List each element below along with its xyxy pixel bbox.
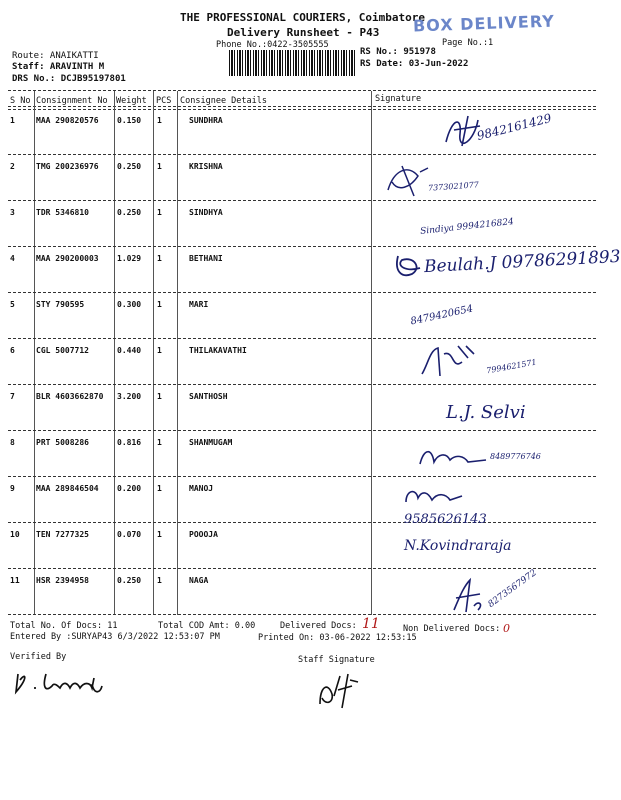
staff-signature bbox=[312, 668, 360, 712]
signature-note: 8273567972 bbox=[486, 568, 539, 610]
row-consignment: PRT 5008286 bbox=[36, 438, 89, 447]
drs-number: DRS No.: DCJB95197801 bbox=[12, 74, 126, 84]
row-sno: 9 bbox=[10, 484, 15, 493]
row-rule bbox=[8, 430, 596, 431]
row-consignment: MAA 290820576 bbox=[36, 116, 99, 125]
verified-signature bbox=[12, 668, 108, 698]
route-label: Route: ANAIKATTI bbox=[12, 51, 99, 61]
col-divider bbox=[34, 91, 35, 615]
row-rule bbox=[8, 476, 596, 477]
row-rule bbox=[8, 200, 596, 201]
signature-note: 7373021077 bbox=[427, 180, 480, 193]
signature-note: 7994621571 bbox=[485, 357, 538, 376]
row-consignee: MANOJ bbox=[189, 484, 214, 493]
signature-note: 9842161429 bbox=[475, 110, 553, 144]
col-header-signature: Signature bbox=[375, 94, 422, 104]
row-pcs: 1 bbox=[157, 162, 162, 171]
non-delivered-docs-label: Non Delivered Docs: bbox=[403, 624, 501, 634]
signature-note: Sindiya 9994216824 bbox=[419, 217, 515, 237]
row-weight: 0.250 bbox=[117, 208, 142, 217]
row-sno: 1 bbox=[10, 116, 15, 125]
row-pcs: 1 bbox=[157, 530, 162, 539]
row-consignee: KRISHNA bbox=[189, 162, 223, 171]
staff-label: Staff: ARAVINTH M bbox=[12, 62, 105, 72]
signature-note: 8479420654 bbox=[409, 303, 475, 328]
row-consignment: TMG 200236976 bbox=[36, 162, 99, 171]
row-weight: 0.300 bbox=[117, 300, 142, 309]
row-consignment: TDR 5346810 bbox=[36, 208, 89, 217]
row-weight: 0.150 bbox=[117, 116, 142, 125]
signature-scribble bbox=[392, 252, 424, 280]
row-weight: 0.250 bbox=[117, 162, 142, 171]
row-sno: 4 bbox=[10, 254, 15, 263]
row-rule bbox=[8, 522, 596, 523]
row-pcs: 1 bbox=[157, 438, 162, 447]
row-consignee: POOOJA bbox=[189, 530, 218, 539]
rs-date: RS Date: 03-Jun-2022 bbox=[360, 59, 469, 69]
row-sno: 6 bbox=[10, 346, 15, 355]
runsheet-title: Delivery Runsheet - P43 bbox=[227, 26, 380, 39]
row-sno: 5 bbox=[10, 300, 15, 309]
col-header-sno: S No bbox=[10, 96, 31, 106]
row-rule bbox=[8, 246, 596, 247]
signature-note: N.Kovindraraja bbox=[404, 538, 512, 554]
barcode bbox=[229, 50, 357, 76]
row-weight: 3.200 bbox=[117, 392, 142, 401]
col-divider bbox=[177, 91, 178, 615]
row-consignment: STY 790595 bbox=[36, 300, 85, 309]
col-divider bbox=[153, 91, 154, 615]
row-sno: 7 bbox=[10, 392, 15, 401]
signature-scribble bbox=[402, 486, 464, 508]
row-consignee: NAGA bbox=[189, 576, 209, 585]
row-rule bbox=[8, 614, 596, 615]
non-delivered-docs-value: 0 bbox=[503, 622, 510, 635]
table-top-rule bbox=[8, 90, 596, 91]
header-bottom-rule bbox=[8, 106, 596, 107]
delivered-docs-label: Delivered Docs: bbox=[280, 621, 357, 631]
row-sno: 11 bbox=[10, 576, 20, 585]
row-weight: 1.029 bbox=[117, 254, 142, 263]
row-consignment: MAA 289846504 bbox=[36, 484, 99, 493]
signature-note: L.J. Selvi bbox=[446, 402, 526, 423]
row-consignment: CGL 5007712 bbox=[36, 346, 89, 355]
signature-scribble bbox=[418, 340, 478, 380]
row-consignee: SUNDHRA bbox=[189, 116, 223, 125]
row-consignment: TEN 7277325 bbox=[36, 530, 89, 539]
row-consignee: BETHANI bbox=[189, 254, 223, 263]
row-pcs: 1 bbox=[157, 254, 162, 263]
box-delivery-stamp: BOX DELIVERY bbox=[412, 11, 556, 36]
page-number: Page No.:1 bbox=[442, 38, 494, 48]
row-pcs: 1 bbox=[157, 484, 162, 493]
row-rule bbox=[8, 338, 596, 339]
total-docs: Total No. Of Docs: 11 bbox=[10, 621, 118, 631]
row-weight: 0.440 bbox=[117, 346, 142, 355]
row-pcs: 1 bbox=[157, 346, 162, 355]
delivered-docs-value: 11 bbox=[362, 616, 380, 632]
row-rule bbox=[8, 384, 596, 385]
signature-scribble bbox=[448, 576, 488, 616]
row-sno: 2 bbox=[10, 162, 15, 171]
col-header-weight: Weight bbox=[116, 96, 147, 106]
row-pcs: 1 bbox=[157, 116, 162, 125]
row-pcs: 1 bbox=[157, 300, 162, 309]
total-cod: Total COD Amt: 0.00 bbox=[158, 621, 256, 631]
row-sno: 8 bbox=[10, 438, 15, 447]
col-header-consignment: Consignment No bbox=[36, 96, 108, 106]
row-sno: 3 bbox=[10, 208, 15, 217]
signature-note: Beulah.J 09786291893 bbox=[423, 246, 621, 278]
row-weight: 0.250 bbox=[117, 576, 142, 585]
row-consignment: MAA 290200003 bbox=[36, 254, 99, 263]
row-consignee: SINDHYA bbox=[189, 208, 223, 217]
col-divider bbox=[114, 91, 115, 615]
signature-scribble bbox=[384, 162, 432, 198]
signature-note: 9585626143 bbox=[404, 512, 487, 527]
col-header-pcs: PCS bbox=[156, 96, 172, 106]
rs-number: RS No.: 951978 bbox=[360, 47, 436, 57]
row-rule bbox=[8, 568, 596, 569]
row-pcs: 1 bbox=[157, 576, 162, 585]
row-pcs: 1 bbox=[157, 208, 162, 217]
row-pcs: 1 bbox=[157, 392, 162, 401]
row-weight: 0.816 bbox=[117, 438, 142, 447]
row-consignee: SHANMUGAM bbox=[189, 438, 233, 447]
phone-number: Phone No.:0422-3505555 bbox=[216, 40, 329, 50]
row-weight: 0.200 bbox=[117, 484, 142, 493]
printed-on: Printed On: 03-06-2022 12:53:15 bbox=[258, 633, 417, 643]
row-consignment: HSR 2394958 bbox=[36, 576, 89, 585]
row-sno: 10 bbox=[10, 530, 20, 539]
signature-scribble bbox=[416, 444, 490, 470]
staff-signature-label: Staff Signature bbox=[298, 655, 375, 665]
row-weight: 0.070 bbox=[117, 530, 142, 539]
signature-note: 8489776746 bbox=[490, 452, 541, 461]
row-consignee: SANTHOSH bbox=[189, 392, 228, 401]
col-divider bbox=[371, 91, 372, 615]
verified-by-label: Verified By bbox=[10, 652, 67, 662]
col-header-consignee: Consignee Details bbox=[180, 96, 267, 106]
entered-by: Entered By :SURYAP43 6/3/2022 12:53:07 PM bbox=[10, 632, 220, 642]
row-consignment: BLR 4603662870 bbox=[36, 392, 104, 401]
header-bottom-rule bbox=[8, 109, 596, 110]
row-rule bbox=[8, 154, 596, 155]
row-rule bbox=[8, 292, 596, 293]
row-consignee: THILAKAVATHI bbox=[189, 346, 247, 355]
company-name: THE PROFESSIONAL COURIERS, Coimbatore bbox=[180, 11, 426, 24]
row-consignee: MARI bbox=[189, 300, 209, 309]
